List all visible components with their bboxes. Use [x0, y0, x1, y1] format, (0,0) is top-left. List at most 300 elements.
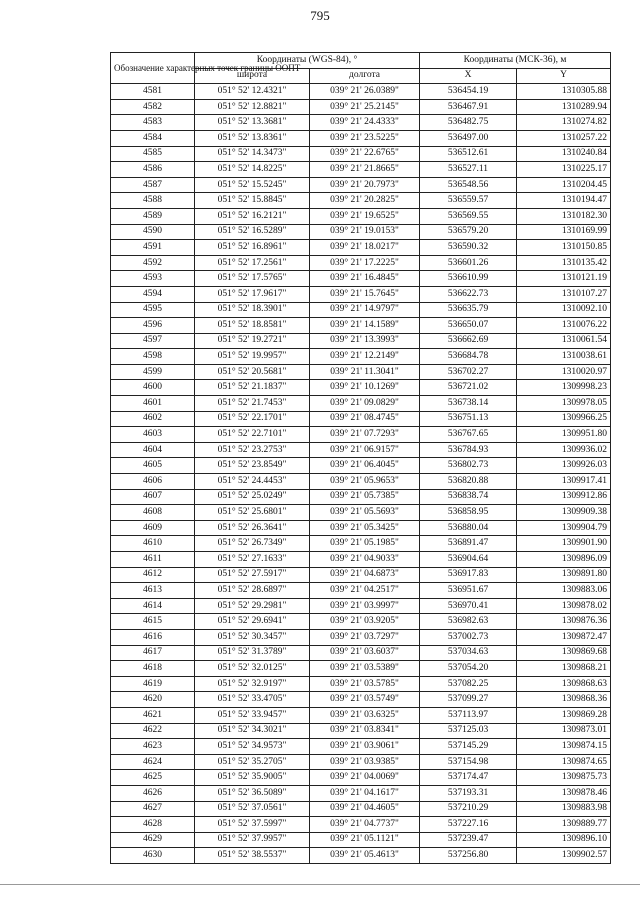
longitude-cell: 039° 21' 14.1589": [310, 318, 420, 334]
latitude-cell: 051° 52' 37.5997": [195, 817, 310, 833]
point-id-cell: 4590: [111, 224, 195, 240]
y-cell: 1310150.85: [517, 240, 611, 256]
point-id-cell: 4628: [111, 817, 195, 833]
latitude-cell: 051° 52' 16.5289": [195, 224, 310, 240]
x-cell: 536970.41: [420, 598, 517, 614]
latitude-cell: 051° 52' 19.2721": [195, 333, 310, 349]
longitude-cell: 039° 21' 24.4333": [310, 115, 420, 131]
y-cell: 1309883.06: [517, 583, 611, 599]
x-cell: 536579.20: [420, 224, 517, 240]
latitude-cell: 051° 52' 31.3789": [195, 645, 310, 661]
point-id-cell: 4620: [111, 692, 195, 708]
y-cell: 1310274.82: [517, 115, 611, 131]
table-row: [111, 817, 611, 833]
latitude-cell: 051° 52' 15.8845": [195, 193, 310, 209]
x-cell: 536891.47: [420, 536, 517, 552]
table-row: [111, 99, 611, 115]
table-row: [111, 723, 611, 739]
longitude-cell: 039° 21' 06.4045": [310, 458, 420, 474]
x-cell: 536497.00: [420, 130, 517, 146]
point-id-cell: 4601: [111, 396, 195, 412]
point-id-cell: 4612: [111, 567, 195, 583]
y-cell: 1310020.97: [517, 364, 611, 380]
y-cell: 1309902.57: [517, 848, 611, 864]
x-cell: 537002.73: [420, 629, 517, 645]
x-cell: 536858.95: [420, 505, 517, 521]
point-id-cell: 4605: [111, 458, 195, 474]
point-id-cell: 4607: [111, 489, 195, 505]
longitude-cell: 039° 21' 12.2149": [310, 349, 420, 365]
longitude-cell: 039° 21' 03.8341": [310, 723, 420, 739]
longitude-cell: 039° 21' 03.5785": [310, 676, 420, 692]
point-id-cell: 4609: [111, 520, 195, 536]
point-id-cell: 4596: [111, 318, 195, 334]
x-cell: 536482.75: [420, 115, 517, 131]
y-cell: 1309868.63: [517, 676, 611, 692]
x-cell: 536559.57: [420, 193, 517, 209]
x-cell: 537099.27: [420, 692, 517, 708]
point-id-cell: 4626: [111, 785, 195, 801]
latitude-cell: 051° 52' 17.5765": [195, 271, 310, 287]
x-cell: 536569.55: [420, 208, 517, 224]
x-cell: 537054.20: [420, 661, 517, 677]
longitude-cell: 039° 21' 17.2225": [310, 255, 420, 271]
x-cell: 536590.32: [420, 240, 517, 256]
x-cell: 537082.25: [420, 676, 517, 692]
x-cell: 537193.31: [420, 785, 517, 801]
table-row: [111, 661, 611, 677]
latitude-cell: 051° 52' 29.2981": [195, 598, 310, 614]
y-cell: 1310240.84: [517, 146, 611, 162]
longitude-cell: 039° 21' 03.5749": [310, 692, 420, 708]
longitude-cell: 039° 21' 25.2145": [310, 99, 420, 115]
table-row: [111, 302, 611, 318]
latitude-cell: 051° 52' 14.8225": [195, 162, 310, 178]
longitude-cell: 039° 21' 04.4605": [310, 801, 420, 817]
latitude-cell: 051° 52' 34.9573": [195, 739, 310, 755]
y-cell: 1309998.23: [517, 380, 611, 396]
table-row: [111, 801, 611, 817]
y-cell: 1310092.10: [517, 302, 611, 318]
table-row: [111, 770, 611, 786]
latitude-cell: 051° 52' 32.9197": [195, 676, 310, 692]
longitude-cell: 039° 21' 03.5389": [310, 661, 420, 677]
table-row: [111, 629, 611, 645]
point-id-cell: 4585: [111, 146, 195, 162]
table-row: [111, 707, 611, 723]
latitude-cell: 051° 52' 37.0561": [195, 801, 310, 817]
point-id-cell: 4581: [111, 84, 195, 100]
y-cell: 1309978.05: [517, 396, 611, 412]
longitude-cell: 039° 21' 13.3993": [310, 333, 420, 349]
longitude-cell: 039° 21' 04.7737": [310, 817, 420, 833]
bottom-divider: [0, 884, 640, 885]
x-cell: 536610.99: [420, 271, 517, 287]
point-id-cell: 4619: [111, 676, 195, 692]
y-cell: 1310257.22: [517, 130, 611, 146]
table-row: [111, 442, 611, 458]
longitude-cell: 039° 21' 04.0069": [310, 770, 420, 786]
x-cell: 536917.83: [420, 567, 517, 583]
longitude-cell: 039° 21' 03.9061": [310, 739, 420, 755]
latitude-cell: 051° 52' 24.4453": [195, 474, 310, 490]
header-x: X: [420, 68, 517, 84]
table-row: [111, 193, 611, 209]
y-cell: 1309904.79: [517, 520, 611, 536]
latitude-cell: 051° 52' 18.8581": [195, 318, 310, 334]
table-row: [111, 333, 611, 349]
longitude-cell: 039° 21' 20.2825": [310, 193, 420, 209]
x-cell: 537034.63: [420, 645, 517, 661]
y-cell: 1309883.98: [517, 801, 611, 817]
y-cell: 1310076.22: [517, 318, 611, 334]
table-row: [111, 676, 611, 692]
latitude-cell: 051° 52' 35.9005": [195, 770, 310, 786]
x-cell: 536622.73: [420, 286, 517, 302]
y-cell: 1309896.09: [517, 552, 611, 568]
header-msk36-coordinates: Координаты (МСК-36), м: [420, 53, 611, 69]
point-id-cell: 4594: [111, 286, 195, 302]
table-row: [111, 224, 611, 240]
longitude-cell: 039° 21' 03.9385": [310, 754, 420, 770]
table-row: [111, 520, 611, 536]
table-row: [111, 318, 611, 334]
table-row: [111, 255, 611, 271]
y-cell: 1310225.17: [517, 162, 611, 178]
latitude-cell: 051° 52' 36.5089": [195, 785, 310, 801]
x-cell: 536802.73: [420, 458, 517, 474]
y-cell: 1309868.36: [517, 692, 611, 708]
y-cell: 1309876.36: [517, 614, 611, 630]
latitude-cell: 051° 52' 20.5681": [195, 364, 310, 380]
latitude-cell: 051° 52' 34.3021": [195, 723, 310, 739]
table-row: [111, 536, 611, 552]
y-cell: 1310061.54: [517, 333, 611, 349]
latitude-cell: 051° 52' 22.1701": [195, 411, 310, 427]
x-cell: 536650.07: [420, 318, 517, 334]
table-row: [111, 785, 611, 801]
x-cell: 537239.47: [420, 832, 517, 848]
y-cell: 1309896.10: [517, 832, 611, 848]
point-id-cell: 4603: [111, 427, 195, 443]
table-row: [111, 458, 611, 474]
table-row: [111, 177, 611, 193]
latitude-cell: 051° 52' 38.5537": [195, 848, 310, 864]
x-cell: 536512.61: [420, 146, 517, 162]
table-row: [111, 271, 611, 287]
y-cell: 1310194.47: [517, 193, 611, 209]
point-id-cell: 4614: [111, 598, 195, 614]
longitude-cell: 039° 21' 04.6873": [310, 567, 420, 583]
table-row: [111, 84, 611, 100]
y-cell: 1309889.77: [517, 817, 611, 833]
longitude-cell: 039° 21' 07.7293": [310, 427, 420, 443]
x-cell: 537125.03: [420, 723, 517, 739]
x-cell: 536721.02: [420, 380, 517, 396]
x-cell: 536951.67: [420, 583, 517, 599]
longitude-cell: 039° 21' 05.7385": [310, 489, 420, 505]
x-cell: 536820.88: [420, 474, 517, 490]
latitude-cell: 051° 52' 32.0125": [195, 661, 310, 677]
longitude-cell: 039° 21' 08.4745": [310, 411, 420, 427]
point-id-cell: 4625: [111, 770, 195, 786]
point-id-cell: 4623: [111, 739, 195, 755]
longitude-cell: 039° 21' 06.9157": [310, 442, 420, 458]
x-cell: 536880.04: [420, 520, 517, 536]
latitude-cell: 051° 52' 22.7101": [195, 427, 310, 443]
point-id-cell: 4599: [111, 364, 195, 380]
table-row: [111, 567, 611, 583]
point-id-cell: 4588: [111, 193, 195, 209]
latitude-cell: 051° 52' 25.6801": [195, 505, 310, 521]
point-id-cell: 4589: [111, 208, 195, 224]
point-id-cell: 4624: [111, 754, 195, 770]
table-row: [111, 505, 611, 521]
point-id-cell: 4582: [111, 99, 195, 115]
latitude-cell: 051° 52' 33.4705": [195, 692, 310, 708]
table-row: [111, 146, 611, 162]
latitude-cell: 051° 52' 28.6897": [195, 583, 310, 599]
y-cell: 1309936.02: [517, 442, 611, 458]
x-cell: 536784.93: [420, 442, 517, 458]
y-cell: 1310135.42: [517, 255, 611, 271]
header-latitude: широта: [195, 68, 310, 84]
latitude-cell: 051° 52' 29.6941": [195, 614, 310, 630]
y-cell: 1309909.38: [517, 505, 611, 521]
latitude-cell: 051° 52' 12.8821": [195, 99, 310, 115]
table-row: [111, 489, 611, 505]
latitude-cell: 051° 52' 37.9957": [195, 832, 310, 848]
point-id-cell: 4598: [111, 349, 195, 365]
longitude-cell: 039° 21' 10.1269": [310, 380, 420, 396]
table-row: [111, 411, 611, 427]
latitude-cell: 051° 52' 27.1633": [195, 552, 310, 568]
table-row: [111, 474, 611, 490]
table-row: [111, 240, 611, 256]
latitude-cell: 051° 52' 25.0249": [195, 489, 310, 505]
table-row: [111, 396, 611, 412]
table-row: [111, 349, 611, 365]
longitude-cell: 039° 21' 19.0153": [310, 224, 420, 240]
point-id-cell: 4622: [111, 723, 195, 739]
latitude-cell: 051° 52' 17.2561": [195, 255, 310, 271]
y-cell: 1310121.19: [517, 271, 611, 287]
y-cell: 1310038.61: [517, 349, 611, 365]
table-row: [111, 115, 611, 131]
latitude-cell: 051° 52' 21.7453": [195, 396, 310, 412]
latitude-cell: 051° 52' 19.9957": [195, 349, 310, 365]
point-id-cell: 4591: [111, 240, 195, 256]
y-cell: 1309869.68: [517, 645, 611, 661]
point-id-cell: 4616: [111, 629, 195, 645]
y-cell: 1309869.28: [517, 707, 611, 723]
longitude-cell: 039° 21' 19.6525": [310, 208, 420, 224]
header-y: Y: [517, 68, 611, 84]
longitude-cell: 039° 21' 04.1617": [310, 785, 420, 801]
y-cell: 1310289.94: [517, 99, 611, 115]
point-id-cell: 4629: [111, 832, 195, 848]
point-id-cell: 4627: [111, 801, 195, 817]
longitude-cell: 039° 21' 11.3041": [310, 364, 420, 380]
latitude-cell: 051° 52' 18.3901": [195, 302, 310, 318]
latitude-cell: 051° 52' 13.8361": [195, 130, 310, 146]
point-id-cell: 4593: [111, 271, 195, 287]
point-id-cell: 4604: [111, 442, 195, 458]
table-body: [111, 84, 611, 864]
x-cell: 536751.13: [420, 411, 517, 427]
point-id-cell: 4611: [111, 552, 195, 568]
coordinates-table: [110, 52, 611, 864]
point-id-cell: 4618: [111, 661, 195, 677]
x-cell: 536767.65: [420, 427, 517, 443]
y-cell: 1309875.73: [517, 770, 611, 786]
table-row: [111, 380, 611, 396]
y-cell: 1309873.01: [517, 723, 611, 739]
x-cell: 537113.97: [420, 707, 517, 723]
latitude-cell: 051° 52' 17.9617": [195, 286, 310, 302]
x-cell: 536982.63: [420, 614, 517, 630]
table-row: [111, 552, 611, 568]
point-id-cell: 4613: [111, 583, 195, 599]
x-cell: 536904.64: [420, 552, 517, 568]
x-cell: 536738.14: [420, 396, 517, 412]
longitude-cell: 039° 21' 14.9797": [310, 302, 420, 318]
table-row: [111, 286, 611, 302]
y-cell: 1309926.03: [517, 458, 611, 474]
longitude-cell: 039° 21' 16.4845": [310, 271, 420, 287]
longitude-cell: 039° 21' 22.6765": [310, 146, 420, 162]
latitude-cell: 051° 52' 21.1837": [195, 380, 310, 396]
table-row: [111, 832, 611, 848]
longitude-cell: 039° 21' 05.3425": [310, 520, 420, 536]
x-cell: 536454.19: [420, 84, 517, 100]
x-cell: 536467.91: [420, 99, 517, 115]
longitude-cell: 039° 21' 23.5225": [310, 130, 420, 146]
table-row: [111, 739, 611, 755]
point-id-cell: 4617: [111, 645, 195, 661]
y-cell: 1309966.25: [517, 411, 611, 427]
table-row: [111, 427, 611, 443]
x-cell: 536548.56: [420, 177, 517, 193]
latitude-cell: 051° 52' 26.7349": [195, 536, 310, 552]
point-id-cell: 4597: [111, 333, 195, 349]
page-number: 795: [310, 8, 330, 23]
longitude-cell: 039° 21' 09.0829": [310, 396, 420, 412]
longitude-cell: 039° 21' 26.0389": [310, 84, 420, 100]
table-row: [111, 598, 611, 614]
latitude-cell: 051° 52' 12.4321": [195, 84, 310, 100]
table-row: [111, 208, 611, 224]
latitude-cell: 051° 52' 30.3457": [195, 629, 310, 645]
longitude-cell: 039° 21' 03.6037": [310, 645, 420, 661]
y-cell: 1310204.45: [517, 177, 611, 193]
longitude-cell: 039° 21' 05.9653": [310, 474, 420, 490]
y-cell: 1309874.65: [517, 754, 611, 770]
x-cell: 537145.29: [420, 739, 517, 755]
table-row: [111, 645, 611, 661]
x-cell: 537174.47: [420, 770, 517, 786]
latitude-cell: 051° 52' 14.3473": [195, 146, 310, 162]
y-cell: 1310182.30: [517, 208, 611, 224]
x-cell: 536635.79: [420, 302, 517, 318]
table-row: [111, 130, 611, 146]
longitude-cell: 039° 21' 04.9033": [310, 552, 420, 568]
y-cell: 1309951.80: [517, 427, 611, 443]
latitude-cell: 051° 52' 26.3641": [195, 520, 310, 536]
point-id-cell: 4592: [111, 255, 195, 271]
point-id-cell: 4602: [111, 411, 195, 427]
point-id-cell: 4587: [111, 177, 195, 193]
x-cell: 536684.78: [420, 349, 517, 365]
point-id-cell: 4595: [111, 302, 195, 318]
table-row: [111, 162, 611, 178]
y-cell: 1310305.88: [517, 84, 611, 100]
longitude-cell: 039° 21' 04.2517": [310, 583, 420, 599]
latitude-cell: 051° 52' 23.8549": [195, 458, 310, 474]
header-wgs84-coordinates: Координаты (WGS-84), °: [195, 53, 420, 69]
longitude-cell: 039° 21' 05.1121": [310, 832, 420, 848]
point-id-cell: 4586: [111, 162, 195, 178]
x-cell: 536601.26: [420, 255, 517, 271]
latitude-cell: 051° 52' 23.2753": [195, 442, 310, 458]
longitude-cell: 039° 21' 03.7297": [310, 629, 420, 645]
longitude-cell: 039° 21' 03.6325": [310, 707, 420, 723]
y-cell: 1310169.99: [517, 224, 611, 240]
header-longitude: долгота: [310, 68, 420, 84]
longitude-cell: 039° 21' 20.7973": [310, 177, 420, 193]
point-id-cell: 4606: [111, 474, 195, 490]
longitude-cell: 039° 21' 05.1985": [310, 536, 420, 552]
x-cell: 537256.80: [420, 848, 517, 864]
latitude-cell: 051° 52' 16.2121": [195, 208, 310, 224]
table-row: [111, 692, 611, 708]
table-row: [111, 754, 611, 770]
longitude-cell: 039° 21' 05.4613": [310, 848, 420, 864]
point-id-cell: 4630: [111, 848, 195, 864]
longitude-cell: 039° 21' 21.8665": [310, 162, 420, 178]
y-cell: 1309874.15: [517, 739, 611, 755]
table-row: [111, 848, 611, 864]
y-cell: 1309901.90: [517, 536, 611, 552]
longitude-cell: 039° 21' 05.5693": [310, 505, 420, 521]
point-id-cell: 4584: [111, 130, 195, 146]
y-cell: 1310107.27: [517, 286, 611, 302]
x-cell: 537154.98: [420, 754, 517, 770]
y-cell: 1309868.21: [517, 661, 611, 677]
y-cell: 1309917.41: [517, 474, 611, 490]
table-row: [111, 583, 611, 599]
x-cell: 536702.27: [420, 364, 517, 380]
table-row: [111, 614, 611, 630]
y-cell: 1309878.02: [517, 598, 611, 614]
header-point-designation: Обозначение характерных точек границы ООПТ: [111, 53, 195, 84]
x-cell: 537210.29: [420, 801, 517, 817]
longitude-cell: 039° 21' 03.9997": [310, 598, 420, 614]
y-cell: 1309912.86: [517, 489, 611, 505]
longitude-cell: 039° 21' 03.9205": [310, 614, 420, 630]
latitude-cell: 051° 52' 27.5917": [195, 567, 310, 583]
longitude-cell: 039° 21' 18.0217": [310, 240, 420, 256]
point-id-cell: 4610: [111, 536, 195, 552]
point-id-cell: 4583: [111, 115, 195, 131]
y-cell: 1309891.80: [517, 567, 611, 583]
latitude-cell: 051° 52' 33.9457": [195, 707, 310, 723]
point-id-cell: 4615: [111, 614, 195, 630]
longitude-cell: 039° 21' 15.7645": [310, 286, 420, 302]
x-cell: 536662.69: [420, 333, 517, 349]
latitude-cell: 051° 52' 16.8961": [195, 240, 310, 256]
x-cell: 536838.74: [420, 489, 517, 505]
